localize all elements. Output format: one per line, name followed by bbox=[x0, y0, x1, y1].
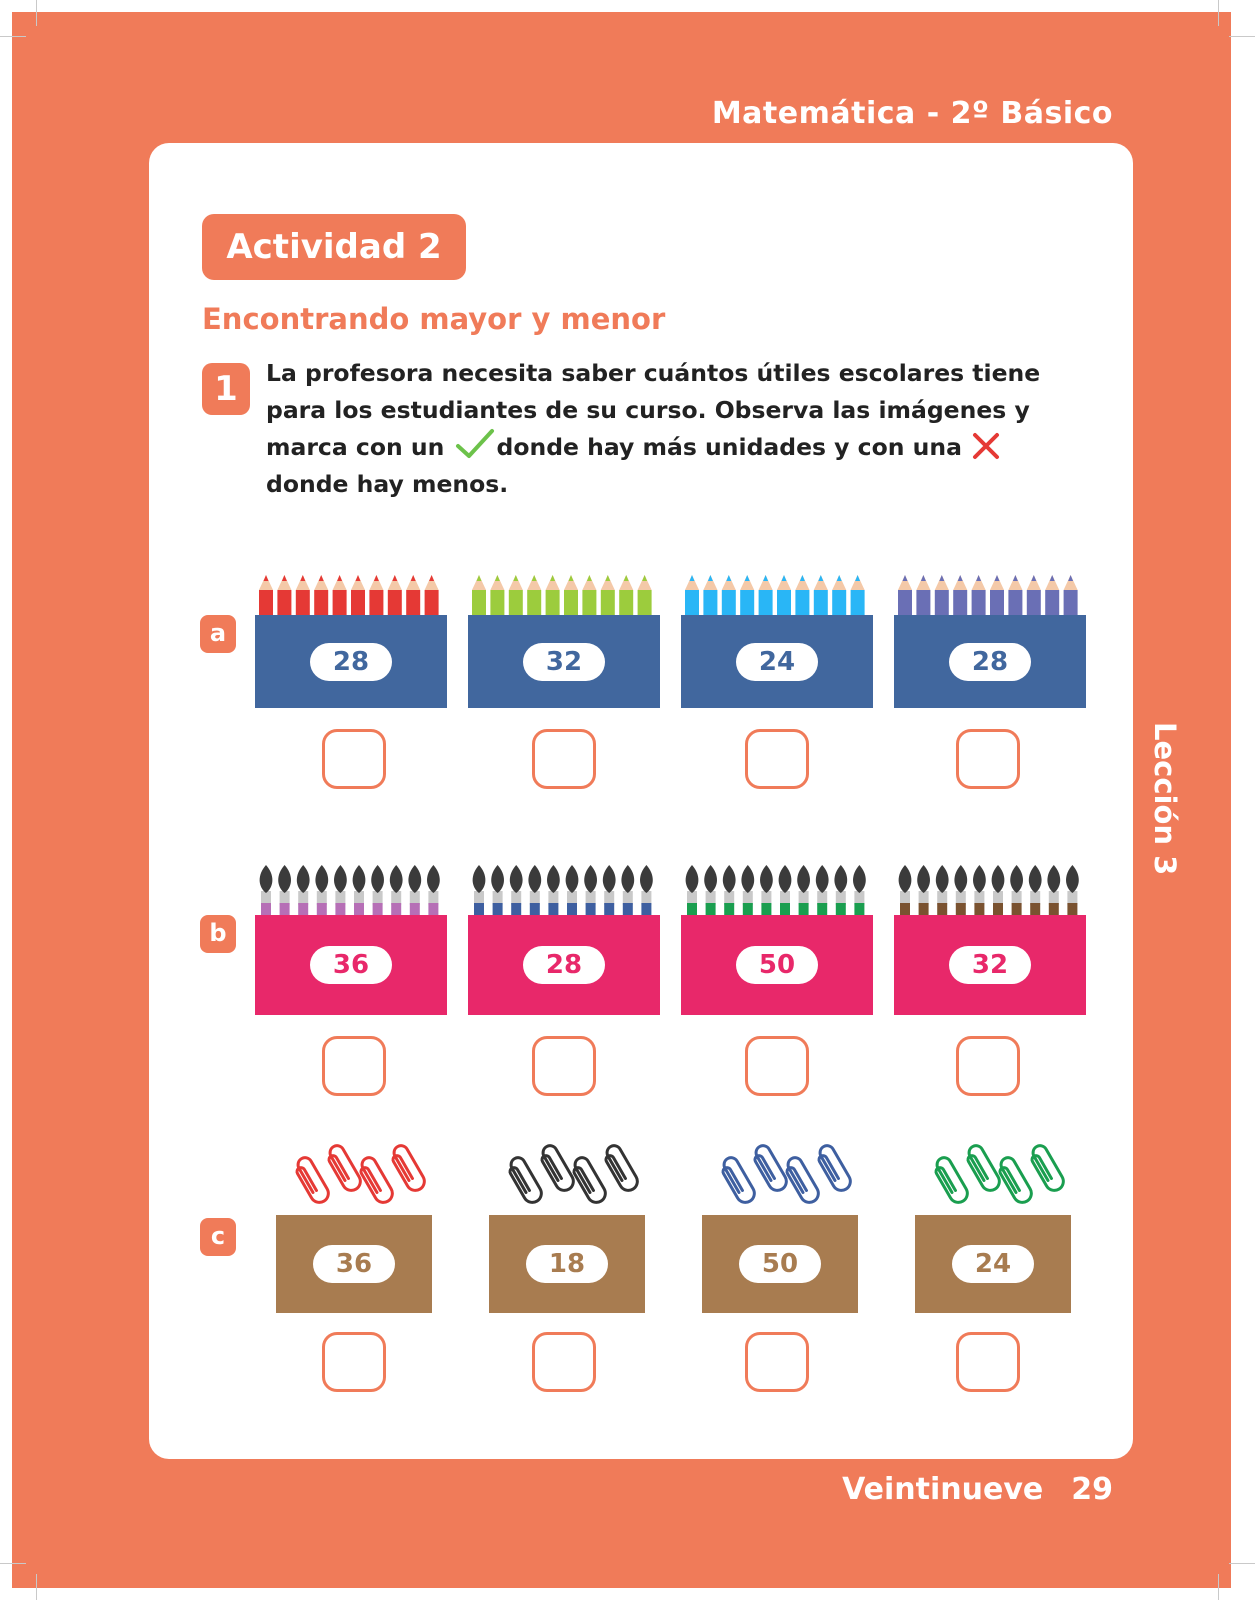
paintbrush-icon bbox=[297, 865, 310, 915]
quantity-label: 32 bbox=[949, 946, 1031, 984]
clips-illustration bbox=[702, 1145, 858, 1205]
paintbrush-icon bbox=[992, 865, 1005, 915]
paintbrush-icon bbox=[973, 865, 986, 915]
answer-box-a-1[interactable] bbox=[322, 729, 386, 789]
instructions-text-1: La profesora necesita saber cuántos útiles escolares tiene para los estudiantes de su curso. Observa las imágenes y marca con un bbox=[266, 359, 1041, 461]
paintbrush-icon bbox=[760, 865, 773, 915]
paintbrush-icon bbox=[899, 865, 912, 915]
paintbrush-icon bbox=[371, 865, 384, 915]
paintbrush-icon bbox=[315, 865, 328, 915]
brushes-illustration bbox=[255, 863, 447, 923]
supply-box bbox=[276, 1215, 432, 1313]
paintbrush-icon bbox=[584, 865, 597, 915]
page-footer bbox=[842, 1472, 1113, 1507]
page-number-word: Veintinueve bbox=[842, 1472, 1044, 1507]
clips-illustration bbox=[915, 1145, 1071, 1205]
answer-box-b-2[interactable] bbox=[532, 1036, 596, 1096]
paintbrush-icon bbox=[723, 865, 736, 915]
pencil-icon bbox=[759, 575, 773, 615]
answer-box-b-1[interactable] bbox=[322, 1036, 386, 1096]
brushes-illustration bbox=[894, 863, 1086, 923]
pencil-icon bbox=[832, 575, 846, 615]
crop-mark bbox=[36, 0, 37, 26]
pencil-icon bbox=[722, 575, 736, 615]
quantity-label: 36 bbox=[310, 946, 392, 984]
pencil-icon bbox=[369, 575, 383, 615]
supply-box bbox=[681, 915, 873, 1015]
paintbrush-icon bbox=[853, 865, 866, 915]
quantity-label: 32 bbox=[523, 643, 605, 681]
answer-box-c-1[interactable] bbox=[322, 1332, 386, 1392]
paperclip-icon bbox=[750, 1143, 790, 1194]
quantity-label: 50 bbox=[736, 946, 818, 984]
supply-box bbox=[255, 615, 447, 708]
pencil-icon bbox=[777, 575, 791, 615]
paintbrush-icon bbox=[834, 865, 847, 915]
quantity-label: 24 bbox=[952, 1245, 1034, 1283]
row-label-b: b bbox=[200, 915, 236, 953]
paintbrush-icon bbox=[704, 865, 717, 915]
crop-mark bbox=[0, 36, 26, 37]
pencil-icon bbox=[685, 575, 699, 615]
paintbrush-icon bbox=[1047, 865, 1060, 915]
pencil-icon bbox=[314, 575, 328, 615]
quantity-label: 28 bbox=[523, 946, 605, 984]
paintbrush-icon bbox=[353, 865, 366, 915]
clips-illustration bbox=[276, 1145, 432, 1205]
paintbrush-icon bbox=[491, 865, 504, 915]
crop-mark bbox=[1229, 1563, 1255, 1564]
row-label-a: a bbox=[200, 615, 236, 653]
pencil-icon bbox=[259, 575, 273, 615]
paperclip-icon bbox=[963, 1143, 1003, 1194]
question-number: 1 bbox=[202, 363, 250, 415]
answer-box-b-4[interactable] bbox=[956, 1036, 1020, 1096]
paperclip-icon bbox=[931, 1155, 971, 1206]
supply-box bbox=[489, 1215, 645, 1313]
paintbrush-icon bbox=[427, 865, 440, 915]
supply-box bbox=[468, 915, 660, 1015]
quantity-label: 28 bbox=[949, 643, 1031, 681]
pencil-icon bbox=[795, 575, 809, 615]
paintbrush-icon bbox=[1010, 865, 1023, 915]
quantity-label: 36 bbox=[313, 1245, 395, 1283]
pencil-icon bbox=[351, 575, 365, 615]
paintbrush-icon bbox=[1029, 865, 1042, 915]
lesson-side-label: Lección 3 bbox=[1148, 722, 1182, 876]
section-title: Encontrando mayor y menor bbox=[202, 302, 666, 336]
paperclip-icon bbox=[814, 1143, 854, 1194]
answer-box-b-3[interactable] bbox=[745, 1036, 809, 1096]
paperclip-icon bbox=[782, 1155, 822, 1206]
quantity-label: 28 bbox=[310, 643, 392, 681]
brushes-illustration bbox=[681, 863, 873, 923]
pencil-icon bbox=[814, 575, 828, 615]
supply-box bbox=[468, 615, 660, 708]
supply-box bbox=[894, 615, 1086, 708]
paintbrush-icon bbox=[408, 865, 421, 915]
check-icon bbox=[455, 428, 495, 460]
pencil-icon bbox=[972, 575, 986, 615]
crop-mark bbox=[1229, 36, 1255, 37]
paintbrush-icon bbox=[278, 865, 291, 915]
paintbrush-icon bbox=[390, 865, 403, 915]
page-header-title: Matemática - 2º Básico bbox=[711, 96, 1113, 131]
paintbrush-icon bbox=[510, 865, 523, 915]
pencil-icon bbox=[1027, 575, 1041, 615]
pencil-icon bbox=[509, 575, 523, 615]
quantity-label: 18 bbox=[526, 1245, 608, 1283]
pencil-icon bbox=[990, 575, 1004, 615]
pencil-icon bbox=[935, 575, 949, 615]
supply-box bbox=[702, 1215, 858, 1313]
paperclip-icon bbox=[324, 1143, 364, 1194]
clips-illustration bbox=[489, 1145, 645, 1205]
pencil-icon bbox=[953, 575, 967, 615]
answer-box-a-2[interactable] bbox=[532, 729, 596, 789]
paintbrush-icon bbox=[917, 865, 930, 915]
paintbrush-icon bbox=[621, 865, 634, 915]
row-label-c: c bbox=[200, 1218, 236, 1256]
pencil-icon bbox=[425, 575, 439, 615]
crop-mark bbox=[1218, 0, 1219, 26]
pencil-icon bbox=[564, 575, 578, 615]
pencil-icon bbox=[1064, 575, 1078, 615]
paintbrush-icon bbox=[686, 865, 699, 915]
pencil-icon bbox=[546, 575, 560, 615]
pencil-icon bbox=[740, 575, 754, 615]
pencil-icon bbox=[296, 575, 310, 615]
instructions-text-3: donde hay menos. bbox=[266, 469, 509, 498]
answer-box-c-2[interactable] bbox=[532, 1332, 596, 1392]
paperclip-icon bbox=[505, 1155, 545, 1206]
paintbrush-icon bbox=[741, 865, 754, 915]
supply-box bbox=[255, 915, 447, 1015]
pencil-icon bbox=[916, 575, 930, 615]
supply-box bbox=[681, 615, 873, 708]
answer-box-a-4[interactable] bbox=[956, 729, 1020, 789]
answer-box-c-3[interactable] bbox=[745, 1332, 809, 1392]
paintbrush-icon bbox=[603, 865, 616, 915]
paperclip-icon bbox=[537, 1143, 577, 1194]
pencil-icon bbox=[277, 575, 291, 615]
crop-mark bbox=[0, 1563, 26, 1564]
crop-mark bbox=[1218, 1574, 1219, 1600]
paintbrush-icon bbox=[816, 865, 829, 915]
pencil-icon bbox=[703, 575, 717, 615]
pencil-icon bbox=[1008, 575, 1022, 615]
supply-box bbox=[894, 915, 1086, 1015]
paperclip-icon bbox=[718, 1155, 758, 1206]
pencil-icon bbox=[601, 575, 615, 615]
activity-badge: Actividad 2 bbox=[202, 214, 466, 280]
answer-box-a-3[interactable] bbox=[745, 729, 809, 789]
quantity-label: 24 bbox=[736, 643, 818, 681]
pencil-icon bbox=[851, 575, 865, 615]
instructions-text-2: donde hay más unidades y con una bbox=[496, 433, 971, 461]
crop-mark bbox=[36, 1574, 37, 1600]
paintbrush-icon bbox=[640, 865, 653, 915]
paintbrush-icon bbox=[936, 865, 949, 915]
paperclip-icon bbox=[356, 1155, 396, 1206]
answer-box-c-4[interactable] bbox=[956, 1332, 1020, 1392]
question-instructions bbox=[266, 355, 1066, 502]
paperclip-icon bbox=[1027, 1143, 1067, 1194]
pencil-icon bbox=[490, 575, 504, 615]
paintbrush-icon bbox=[528, 865, 541, 915]
paintbrush-icon bbox=[779, 865, 792, 915]
paintbrush-icon bbox=[797, 865, 810, 915]
paintbrush-icon bbox=[334, 865, 347, 915]
paintbrush-icon bbox=[954, 865, 967, 915]
pencil-icon bbox=[898, 575, 912, 615]
paperclip-icon bbox=[388, 1143, 428, 1194]
page-number: 29 bbox=[1071, 1472, 1113, 1507]
pencil-icon bbox=[472, 575, 486, 615]
pencil-icon bbox=[619, 575, 633, 615]
pencil-icon bbox=[638, 575, 652, 615]
pencil-icon bbox=[1045, 575, 1059, 615]
paperclip-icon bbox=[995, 1155, 1035, 1206]
brushes-illustration bbox=[468, 863, 660, 923]
pencil-icon bbox=[582, 575, 596, 615]
pencil-icon bbox=[388, 575, 402, 615]
paintbrush-icon bbox=[547, 865, 560, 915]
quantity-label: 50 bbox=[739, 1245, 821, 1283]
cross-icon bbox=[972, 432, 1000, 460]
paintbrush-icon bbox=[473, 865, 486, 915]
pencil-icon bbox=[527, 575, 541, 615]
pencil-icon bbox=[333, 575, 347, 615]
supply-box bbox=[915, 1215, 1071, 1313]
paintbrush-icon bbox=[566, 865, 579, 915]
paperclip-icon bbox=[601, 1143, 641, 1194]
paperclip-icon bbox=[292, 1155, 332, 1206]
pencil-icon bbox=[406, 575, 420, 615]
paperclip-icon bbox=[569, 1155, 609, 1206]
paintbrush-icon bbox=[1066, 865, 1079, 915]
paintbrush-icon bbox=[260, 865, 273, 915]
